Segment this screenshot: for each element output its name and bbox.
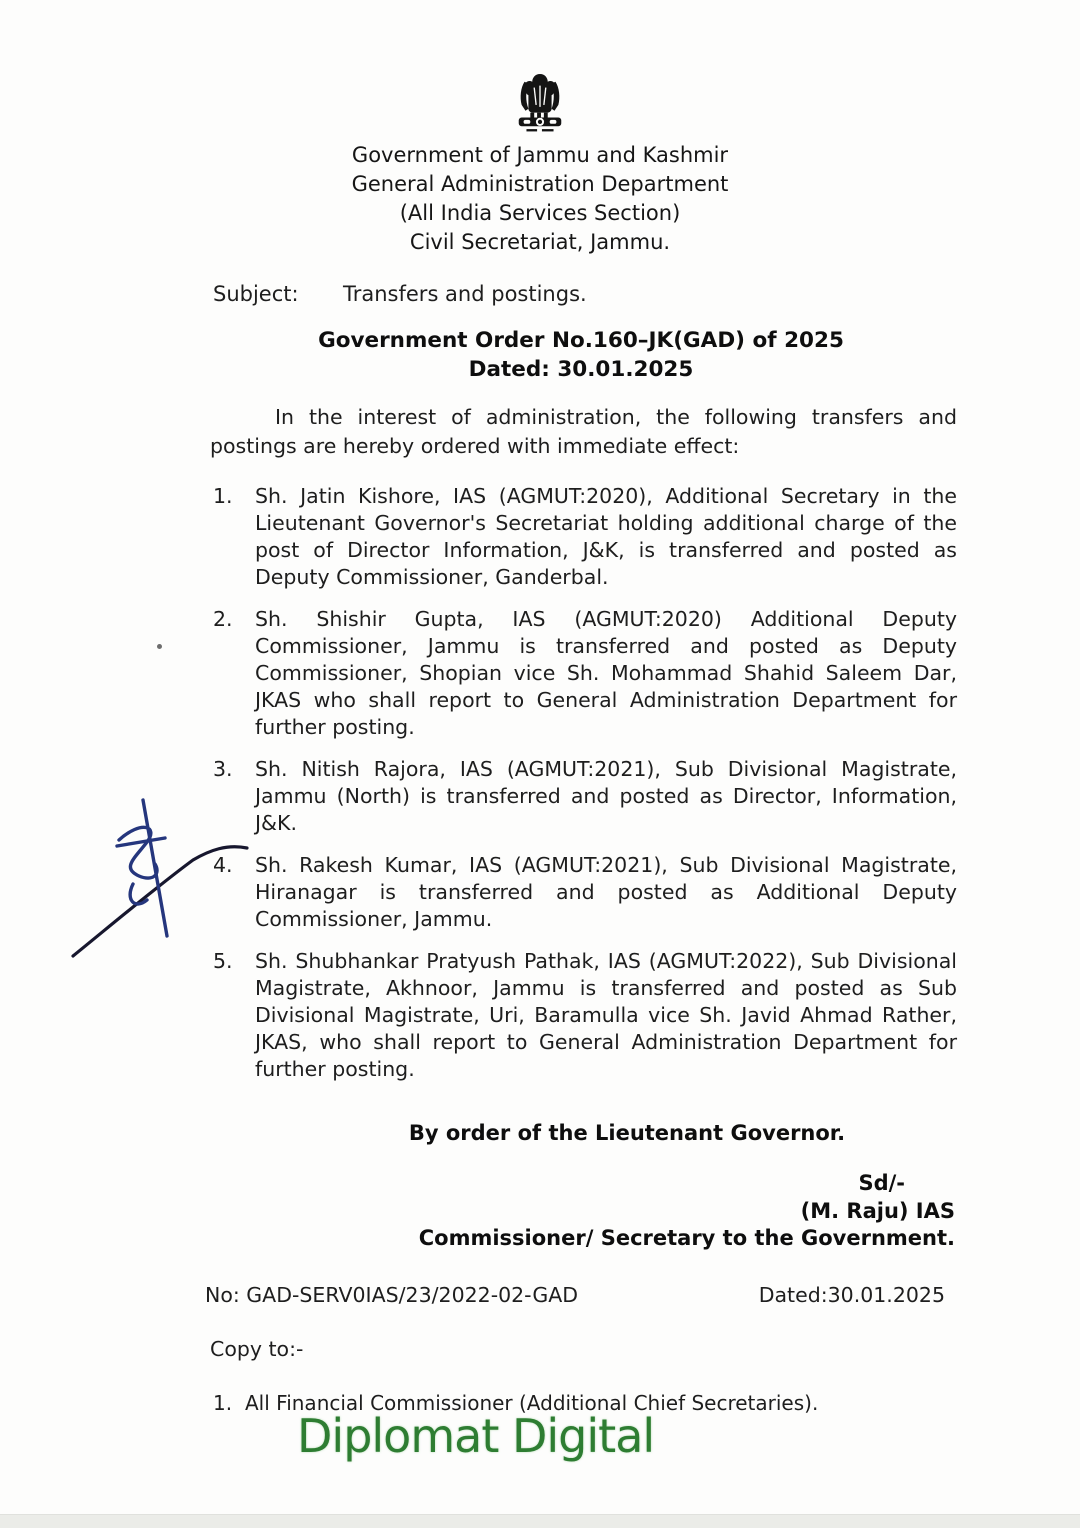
transfer-item-2 — [205, 606, 957, 741]
scan-dot-artifact — [157, 644, 162, 649]
transfer-list — [205, 483, 957, 1083]
order-number: Government Order No.160–JK(GAD) of 2025 — [318, 328, 844, 353]
item-number: 5. — [213, 949, 233, 973]
transfer-item-4 — [205, 852, 957, 933]
copy-item-text: All Financial Commissioner (Additional Chief Secretaries). — [245, 1390, 819, 1415]
letterhead-line-government: Government of Jammu and Kashmir — [351, 143, 729, 167]
document-body — [205, 282, 957, 1463]
reference-row — [205, 1283, 957, 1307]
subject-label: Subject: — [213, 282, 299, 306]
reference-date: Dated:30.01.2025 — [758, 1282, 945, 1307]
item-number: 3. — [213, 757, 233, 781]
transfer-item-5 — [205, 948, 957, 1083]
item-text: Sh. Jatin Kishore, IAS (AGMUT:2020), Additional Secretary in the Lieutenant Governor's Secretariat holding additional charge of the post of Director Information, J&K, is transferred and posted as Deputy Commissioner, Ganderbal. — [255, 484, 957, 589]
emblem-container — [0, 0, 1080, 138]
item-text: Sh. Nitish Rajora, IAS (AGMUT:2021), Sub Divisional Magistrate, Jammu (North) is transferred and posted as Director, Information, J&K. — [255, 757, 957, 835]
diplomat-digital-watermark: Diplomat Digital — [297, 1408, 655, 1463]
handwritten-initials-scribble-icon — [55, 788, 265, 973]
scan-edge-strip — [0, 1514, 1080, 1528]
item-number: 4. — [213, 853, 233, 877]
item-number: 1. — [213, 484, 233, 508]
sd-line: Sd/- — [858, 1171, 905, 1195]
order-date: Dated: 30.01.2025 — [468, 357, 694, 382]
transfer-item-3 — [205, 756, 957, 837]
item-text: Sh. Shubhankar Pratyush Pathak, IAS (AGMUT:2022), Sub Divisional Magistrate, Akhnoor, Jammu is transferred and posted as Sub Divisional Magistrate, Uri, Baramulla vice Sh. Javid Ahmad Rather, JKAS, who shall report to General Administration Department for further posting. — [255, 949, 957, 1081]
item-text: Sh. Rakesh Kumar, IAS (AGMUT:2021), Sub Divisional Magistrate, Hiranagar is transferred and posted as Additional Deputy Commissioner, Jammu. — [255, 853, 957, 931]
item-text: Sh. Shishir Gupta, IAS (AGMUT:2020) Additional Deputy Commissioner, Jammu is transferred and posted as Deputy Commissioner, Shopian vice Sh. Mohammad Shahid Saleem Dar, JKAS who shall report to General Administration Department for further posting. — [255, 607, 957, 739]
letterhead-line-section: (All India Services Section) — [399, 201, 681, 225]
signatory-designation: Commissioner/ Secretary to the Government. — [418, 1226, 955, 1250]
ashoka-lion-capital-icon — [511, 72, 569, 134]
transfer-item-1 — [205, 483, 957, 591]
letterhead-line-department: General Administration Department — [351, 172, 729, 196]
letterhead-line-secretariat: Civil Secretariat, Jammu. — [409, 230, 671, 254]
item-number: 2. — [213, 607, 233, 631]
subject-value: Transfers and postings. — [343, 282, 587, 306]
copy-item-number: 1. — [213, 1390, 233, 1415]
subject-row — [205, 282, 957, 306]
by-order-line: By order of the Lieutenant Governor. — [408, 1121, 846, 1145]
reference-number: No: GAD-SERV0IAS/23/2022-02-GAD — [205, 1282, 579, 1307]
intro-paragraph: In the interest of administration, the following transfers and postings are hereby ordered with immediate effect: — [210, 405, 957, 458]
signatory-name: (M. Raju) IAS — [800, 1198, 955, 1223]
signature-block — [205, 1170, 957, 1253]
copy-to-label: Copy to:- — [210, 1336, 304, 1361]
order-heading — [205, 326, 957, 384]
letterhead — [0, 141, 1080, 257]
